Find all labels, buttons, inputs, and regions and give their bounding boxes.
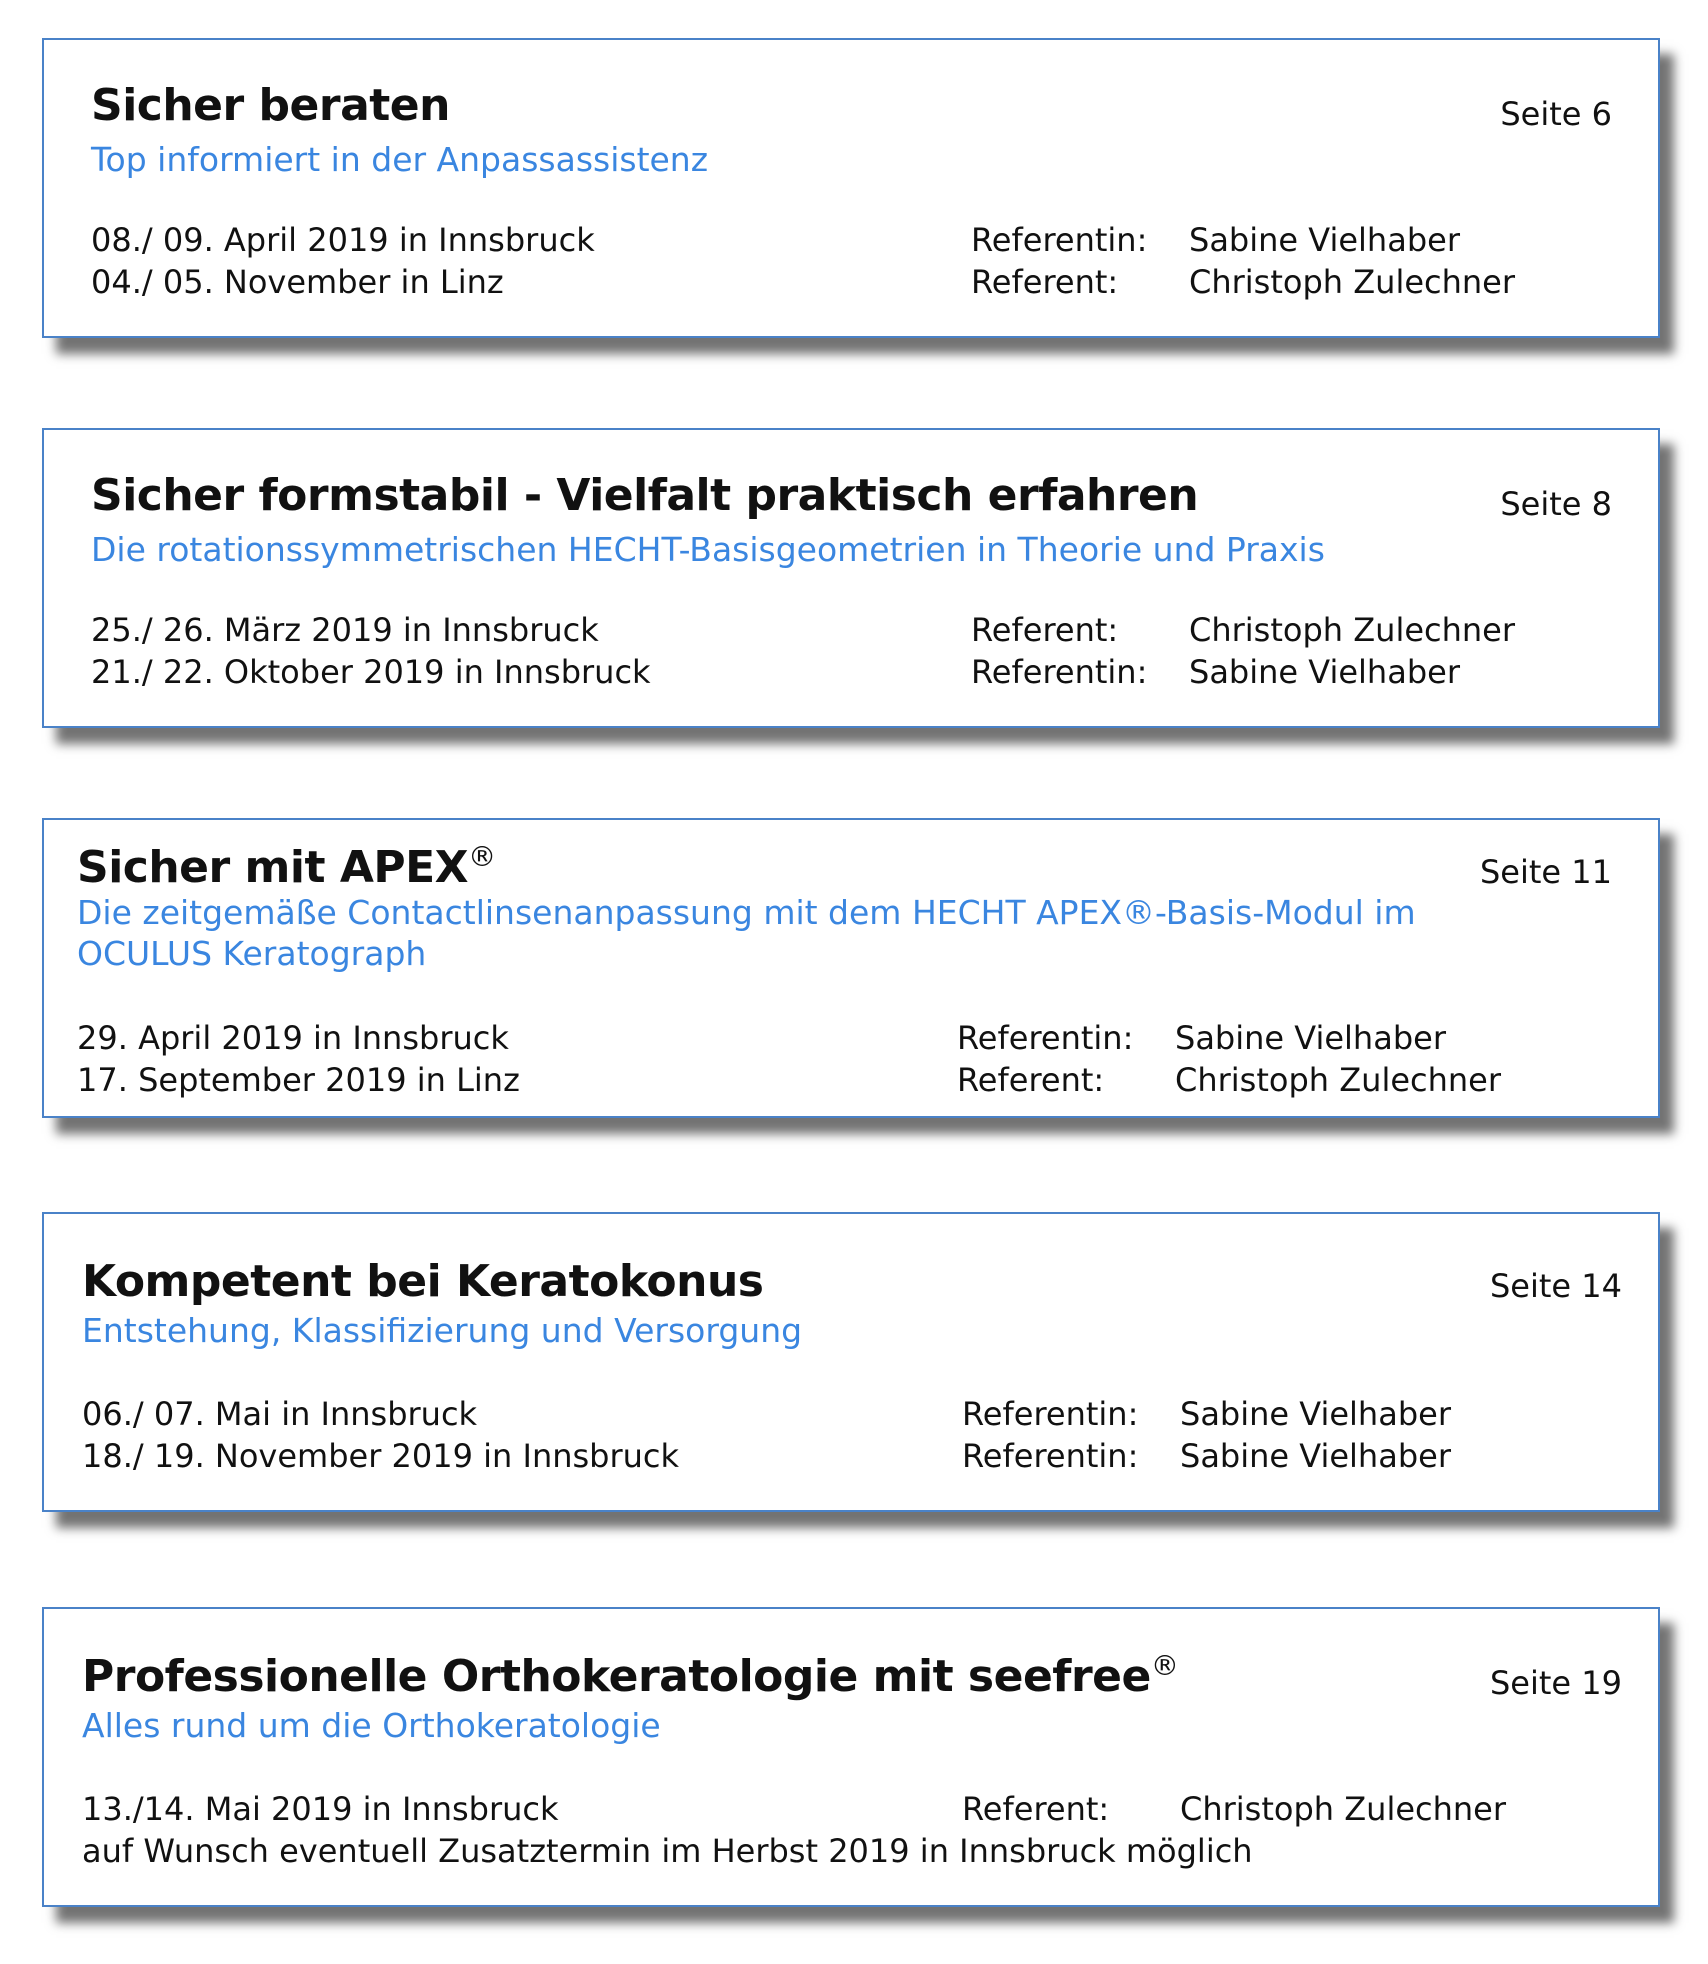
page-reference: Seite 11 [1479,853,1612,891]
course-date: 17. September 2019 in Linz [77,1061,520,1099]
course-card [42,1212,1660,1512]
course-title [91,468,1198,524]
course-subtitle: Entstehung, Klassifizierung und Versorgung [82,1311,803,1350]
speaker-name: Christoph Zulechner [1180,1790,1507,1828]
course-title [82,1254,764,1310]
speaker-role: Referentin: [957,1019,1134,1057]
page-reference: Seite 19 [1489,1664,1622,1702]
course-date: 06./ 07. Mai in Innsbruck [82,1395,478,1433]
speaker-name: Christoph Zulechner [1189,611,1516,649]
course-card [42,1607,1660,1907]
course-title-text: Sicher formstabil - Vielfalt praktisch erfahren [91,470,1199,521]
course-title-text: Kompetent bei Keratokonus [82,1256,764,1307]
course-date: 08./ 09. April 2019 in Innsbruck [91,221,595,259]
speaker-name: Christoph Zulechner [1189,263,1516,301]
speaker-name: Sabine Vielhaber [1175,1019,1446,1057]
course-title [77,840,496,896]
speaker-role: Referentin: [962,1437,1139,1475]
course-date: 21./ 22. Oktober 2019 in Innsbruck [91,653,651,691]
course-date: 18./ 19. November 2019 in Innsbruck [82,1437,680,1475]
page-reference: Seite 8 [1500,485,1612,523]
course-card [42,428,1660,728]
speaker-name: Sabine Vielhaber [1180,1395,1451,1433]
course-subtitle: Top informiert in der Anpassassistenz [91,140,709,179]
course-date: 25./ 26. März 2019 in Innsbruck [91,611,599,649]
speaker-name: Sabine Vielhaber [1180,1437,1451,1475]
course-note: auf Wunsch eventuell Zusatztermin im Herbst 2019 in Innsbruck möglich [82,1832,1253,1870]
speaker-role: Referent: [957,1061,1105,1099]
speaker-role: Referentin: [971,653,1148,691]
course-subtitle: OCULUS Keratograph [77,934,427,973]
page-reference: Seite 6 [1500,95,1612,133]
course-title [91,78,450,134]
course-subtitle: Die zeitgemäße Contactlinsenanpassung mit dem HECHT APEX®-Basis-Modul im [77,893,1416,932]
speaker-role: Referent: [971,611,1119,649]
course-card [42,38,1660,338]
course-date: 13./14. Mai 2019 in Innsbruck [82,1790,559,1828]
course-subtitle: Alles rund um die Orthokeratologie [82,1706,661,1745]
course-card [42,818,1660,1118]
speaker-role: Referentin: [971,221,1148,259]
speaker-name: Sabine Vielhaber [1189,221,1460,259]
course-subtitle: Die rotationssymmetrischen HECHT-Basisgeometrien in Theorie und Praxis [91,530,1325,569]
course-title-text: Professionelle Orthokeratologie mit seefree [82,1651,1151,1702]
speaker-role: Referentin: [962,1395,1139,1433]
course-date: 04./ 05. November in Linz [91,263,504,301]
speaker-name: Sabine Vielhaber [1189,653,1460,691]
speaker-role: Referent: [971,263,1119,301]
course-date: 29. April 2019 in Innsbruck [77,1019,509,1057]
course-title [82,1649,1178,1705]
course-title-text: Sicher mit APEX [77,842,469,893]
speaker-name: Christoph Zulechner [1175,1061,1502,1099]
registered-mark: ® [1150,1649,1179,1682]
registered-mark: ® [468,840,496,873]
course-title-text: Sicher beraten [91,80,450,131]
page-reference: Seite 14 [1489,1267,1622,1305]
speaker-role: Referent: [962,1790,1110,1828]
